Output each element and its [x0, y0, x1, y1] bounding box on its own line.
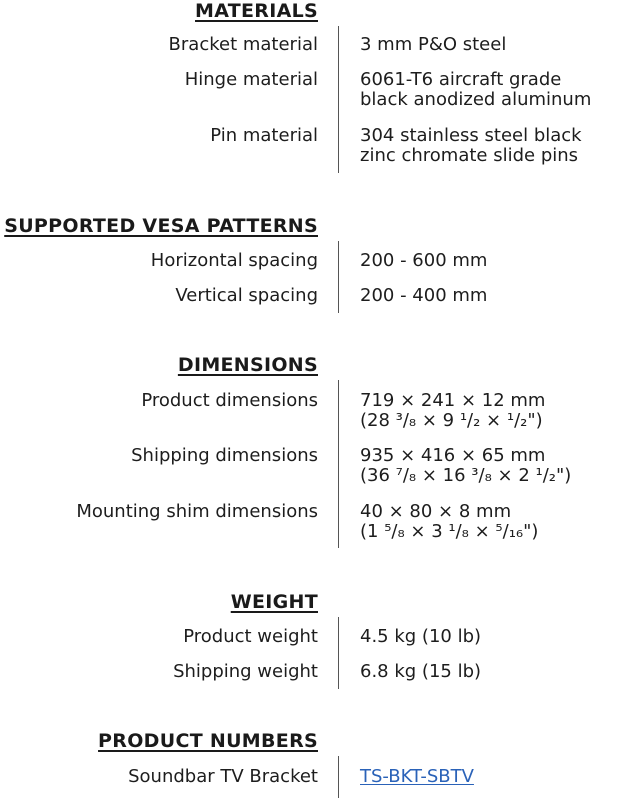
spec-value-line: 935 × 416 × 65 mm — [360, 445, 546, 466]
spec-label: Product weight — [183, 626, 318, 647]
spec-label: Soundbar TV Bracket — [128, 766, 318, 787]
spec-label: Mounting shim dimensions — [76, 501, 318, 522]
spec-value-line: 4.5 kg (10 lb) — [360, 626, 482, 647]
spec-value-line: 6.8 kg (15 lb) — [360, 661, 482, 682]
spec-value-line: 40 × 80 × 8 mm — [360, 501, 512, 522]
spec-value — [360, 446, 571, 486]
spec-value — [360, 70, 591, 110]
materials-section — [0, 0, 624, 175]
spec-label: Hinge material — [184, 69, 318, 90]
spec-label: Product dimensions — [141, 390, 318, 411]
vesa-heading: SUPPORTED VESA PATTERNS — [4, 215, 318, 237]
spec-value — [360, 286, 487, 306]
spec-value-line: black anodized aluminum — [360, 89, 592, 110]
spec-label: Vertical spacing — [175, 285, 318, 306]
dimensions-heading: DIMENSIONS — [177, 354, 318, 376]
weight-section — [0, 591, 624, 691]
spec-value-line: (36 ⁷/₈ × 16 ³/₈ × 2 ¹/₂") — [360, 465, 572, 486]
spec-value-line: 3 mm P&O steel — [360, 34, 507, 55]
spec-value-line: (1 ⁵/₈ × 3 ¹/₈ × ⁵/₁₆") — [360, 521, 539, 542]
materials-heading: MATERIALS — [195, 0, 318, 22]
spec-value — [360, 35, 506, 55]
spec-value-line: 200 - 400 mm — [360, 285, 488, 306]
spec-value — [360, 767, 474, 787]
weight-heading: WEIGHT — [230, 591, 318, 613]
product-numbers-divider — [338, 756, 339, 798]
dimensions-section — [0, 354, 624, 550]
product-numbers-heading: PRODUCT NUMBERS — [98, 730, 318, 752]
spec-label: Shipping dimensions — [131, 445, 318, 466]
spec-value-line: 200 - 600 mm — [360, 250, 488, 271]
spec-label: Shipping weight — [173, 661, 318, 682]
vesa-divider — [338, 241, 339, 313]
materials-divider — [338, 26, 339, 173]
product-numbers-section — [0, 730, 624, 798]
spec-value — [360, 251, 487, 271]
spec-value — [360, 391, 545, 431]
spec-value — [360, 662, 481, 682]
spec-value-line: zinc chromate slide pins — [360, 145, 579, 166]
spec-value — [360, 126, 582, 166]
spec-value-line: 304 stainless steel black — [360, 125, 582, 146]
spec-value-line: 719 × 241 × 12 mm — [360, 390, 546, 411]
vesa-section — [0, 215, 624, 315]
weight-divider — [338, 617, 339, 689]
spec-value — [360, 627, 481, 647]
spec-label: Bracket material — [168, 34, 318, 55]
product-number-link[interactable]: TS-BKT-SBTV — [360, 766, 474, 787]
spec-label: Horizontal spacing — [150, 250, 318, 271]
spec-value-line: (28 ³/₈ × 9 ¹/₂ × ¹/₂") — [360, 410, 543, 431]
dimensions-divider — [338, 380, 339, 548]
spec-value — [360, 502, 538, 542]
spec-value-line: 6061-T6 aircraft grade — [360, 69, 562, 90]
spec-label: Pin material — [210, 125, 318, 146]
